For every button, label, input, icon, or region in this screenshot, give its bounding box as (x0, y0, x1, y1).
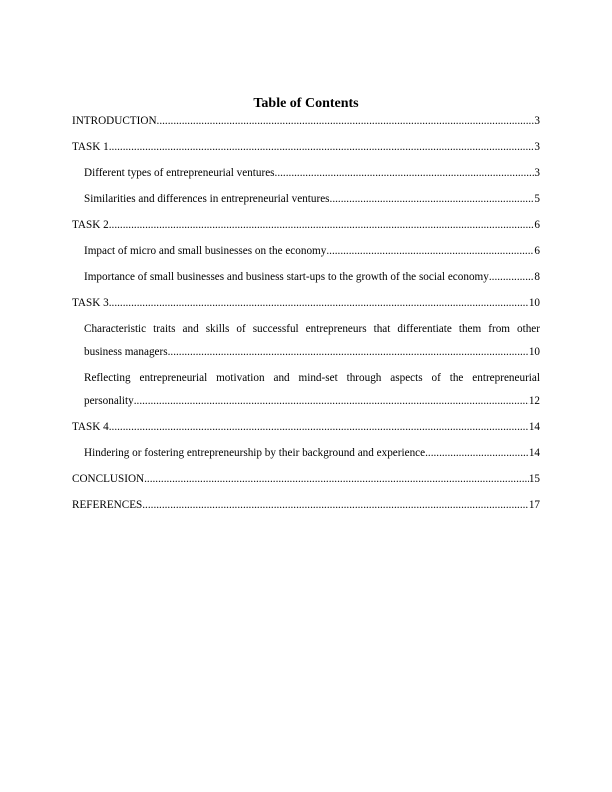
toc-entry-reflecting-motivation[interactable] (72, 367, 540, 413)
toc-entry-task-2[interactable] (72, 219, 540, 232)
dot-leader (144, 473, 529, 486)
toc-entry-page: 15 (528, 473, 540, 485)
toc-entry-introduction[interactable] (72, 115, 540, 128)
toc-entry-types-of-ventures[interactable] (72, 167, 540, 180)
toc-entry-page: 3 (534, 167, 540, 179)
toc-entry-task-3[interactable] (72, 297, 540, 310)
toc-entry-label: Similarities and differences in entrepreneurial ventures (84, 193, 330, 205)
dot-leader (157, 115, 535, 128)
toc-entry-label: CONCLUSION (72, 473, 145, 485)
toc-entry-label-line-2: business managers (84, 346, 168, 358)
dot-leader (134, 390, 529, 413)
dot-leader (109, 219, 535, 232)
dot-leader (142, 499, 529, 512)
toc-entry-page: 6 (534, 245, 540, 257)
toc-entry-label: Different types of entrepreneurial ventures (84, 167, 275, 179)
dot-leader (425, 447, 529, 460)
toc-title: Table of Contents (253, 96, 359, 111)
toc-entry-page: 3 (534, 115, 540, 127)
toc-entry-label: TASK 4 (72, 421, 109, 433)
toc-entry-conclusion[interactable] (72, 473, 540, 486)
toc-entry-page: 17 (528, 499, 540, 511)
toc-entry-task-4[interactable] (72, 421, 540, 434)
toc-entry-label: Impact of micro and small businesses on the economy (84, 245, 327, 257)
toc-entry-hindering-fostering[interactable] (72, 447, 540, 460)
dot-leader (109, 141, 535, 154)
toc-entry-page: 5 (534, 193, 540, 205)
toc-entry-page: 10 (528, 297, 540, 309)
dot-leader (330, 193, 535, 206)
toc-entry-label: Importance of small businesses and business start-ups to the growth of the social economy (84, 271, 489, 283)
toc-entry-label-line-1: Reflecting entrepreneurial motivation and mind-set through aspects of the entrepreneurial (84, 372, 540, 384)
toc-entry-page: 8 (534, 271, 540, 283)
toc-entry-page: 14 (528, 421, 540, 433)
toc-entry-label: TASK 2 (72, 219, 109, 231)
toc-entry-label: TASK 1 (72, 141, 109, 153)
toc-entry-label-line-1: Characteristic traits and skills of successful entrepreneurs that differentiate them from other (84, 323, 540, 335)
dot-leader (168, 341, 529, 364)
toc-entry-task-1[interactable] (72, 141, 540, 154)
toc-entry-label: Hindering or fostering entrepreneurship by their background and experience (84, 447, 426, 459)
dot-leader (109, 421, 529, 434)
toc-entry-impact-micro-small[interactable] (72, 245, 540, 258)
toc-entry-characteristic-traits[interactable] (72, 318, 540, 364)
toc-entry-label-line-2: personality (84, 395, 134, 407)
dot-leader (489, 271, 535, 284)
toc-entry-importance-small-businesses[interactable] (72, 271, 540, 284)
toc-entry-label: INTRODUCTION (72, 115, 157, 127)
toc-entry-page: 12 (528, 395, 540, 407)
toc-entry-page: 6 (534, 219, 540, 231)
dot-leader (109, 297, 529, 310)
toc-entry-page: 3 (534, 141, 540, 153)
toc-entry-references[interactable] (72, 499, 540, 512)
toc-entry-similarities-differences[interactable] (72, 193, 540, 206)
toc-entry-label: TASK 3 (72, 297, 109, 309)
toc-entry-page: 14 (528, 447, 540, 459)
dot-leader (275, 167, 535, 180)
toc-entry-page: 10 (528, 346, 540, 358)
toc-entry-label: REFERENCES (72, 499, 143, 511)
dot-leader (326, 245, 534, 258)
table-of-contents (72, 96, 540, 525)
